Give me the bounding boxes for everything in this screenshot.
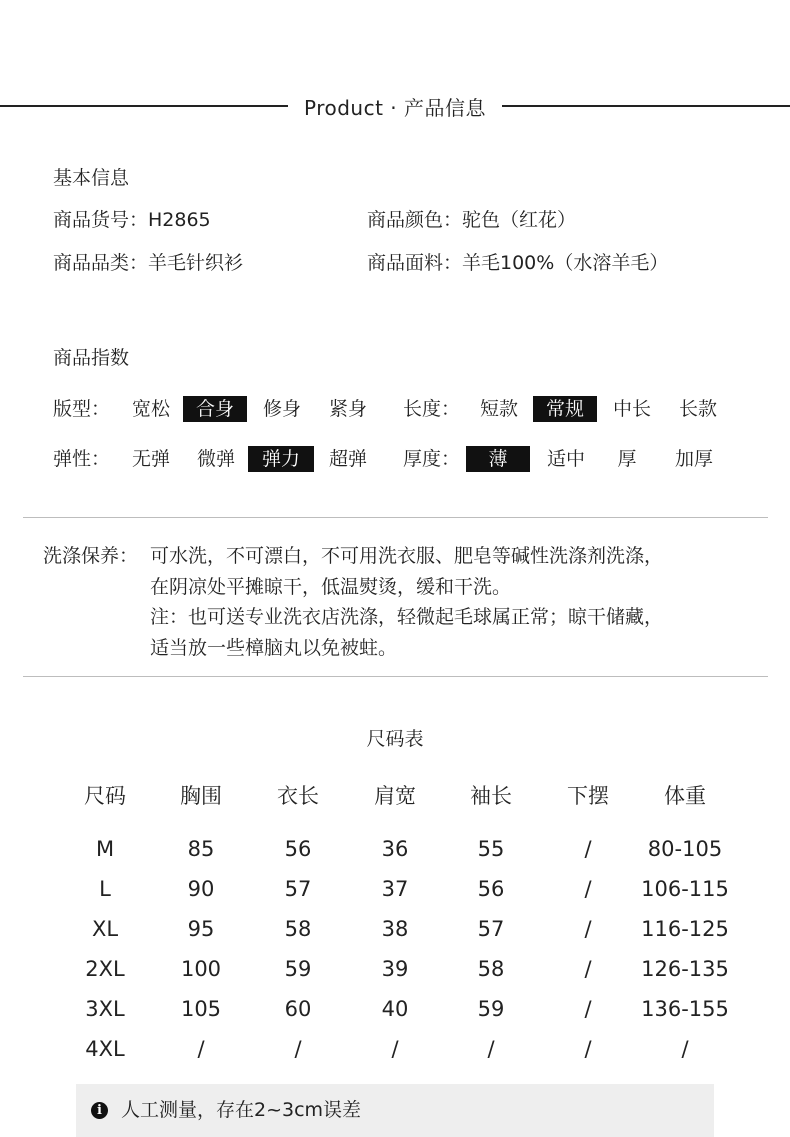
cell-chest: 85 [187, 837, 215, 861]
cell-shoulder: 39 [381, 957, 409, 981]
elasticity-option-slight: 微弹 [196, 448, 235, 470]
header-sleeve: 袖长 [470, 784, 512, 808]
thickness-option-medium: 适中 [546, 448, 585, 470]
size-table-title: 尺码表 [366, 728, 424, 750]
cell-size: M [95, 837, 115, 861]
divider-top [23, 517, 768, 518]
fit-option-slim: 修身 [262, 398, 301, 420]
product-material: 商品面料：羊毛100%（水溶羊毛） [367, 252, 669, 274]
cell-sleeve: 59 [477, 997, 505, 1021]
cell-chest: / [197, 1037, 205, 1061]
cell-chest: 105 [180, 997, 222, 1021]
cell-size: 3XL [85, 997, 125, 1021]
care-line-1: 可水洗，不可漂白，不可用洗衣服、肥皂等碱性洗涤剂洗涤， [150, 545, 664, 567]
cell-size: 2XL [85, 957, 125, 981]
cell-length: / [294, 1037, 302, 1061]
thickness-option-extra-thick: 加厚 [674, 448, 713, 470]
cell-hem: / [584, 917, 592, 941]
fit-option-tight: 紧身 [328, 398, 367, 420]
care-line-2: 在阴凉处平摊晾干，低温熨烫，缓和干洗。 [150, 575, 512, 598]
elasticity-label: 弹性： [53, 448, 111, 470]
measurement-note [76, 1084, 714, 1137]
cell-length: 60 [284, 997, 312, 1021]
thickness-option-thin-selected: 薄 [466, 446, 530, 472]
header-chest: 胸围 [180, 784, 222, 808]
cell-shoulder: 36 [381, 837, 409, 861]
care-line-4: 适当放一些樟脑丸以免被蛀。 [150, 636, 398, 659]
cell-chest: 95 [187, 917, 215, 941]
cell-weight: 80-105 [647, 837, 723, 861]
cell-hem: / [584, 837, 592, 861]
header-hem: 下摆 [567, 784, 609, 808]
cell-sleeve: 55 [477, 837, 505, 861]
care-line-3: 注：也可送专业洗衣店洗涤，轻微起毛球属正常；晾干储藏， [150, 606, 664, 628]
info-icon: i [91, 1102, 108, 1119]
cell-shoulder: / [391, 1037, 399, 1061]
cell-shoulder: 38 [381, 917, 409, 941]
header-size: 尺码 [84, 784, 126, 808]
cell-hem: / [584, 1037, 592, 1061]
fit-option-loose: 宽松 [131, 398, 170, 420]
cell-size: 4XL [85, 1037, 125, 1061]
length-label: 长度： [403, 398, 461, 420]
header-title: Product · 产品信息 [0, 92, 790, 121]
care-label: 洗涤保养： [43, 545, 139, 567]
cell-length: 56 [284, 837, 312, 861]
cell-shoulder: 40 [381, 997, 409, 1021]
measurement-note-text: 人工测量，存在2~3cm误差 [121, 1099, 362, 1121]
cell-length: 59 [284, 957, 312, 981]
header-length: 衣长 [277, 784, 319, 808]
basic-info-title: 基本信息 [53, 167, 130, 189]
cell-chest: 90 [187, 877, 215, 901]
cell-sleeve: 58 [477, 957, 505, 981]
cell-weight: 106-115 [641, 877, 729, 901]
cell-hem: / [584, 877, 592, 901]
elasticity-option-stretch-selected: 弹力 [248, 446, 314, 472]
cell-sleeve: / [487, 1037, 495, 1061]
header-shoulder: 肩宽 [374, 784, 416, 808]
length-option-long: 长款 [678, 398, 717, 420]
length-option-short: 短款 [479, 398, 518, 420]
cell-weight: / [681, 1037, 689, 1061]
item-number: 商品货号：H2865 [53, 209, 211, 231]
length-option-regular-selected: 常规 [533, 396, 597, 422]
cell-hem: / [584, 997, 592, 1021]
divider-bottom [23, 676, 768, 677]
cell-weight: 116-125 [641, 917, 729, 941]
cell-sleeve: 57 [477, 917, 505, 941]
thickness-option-thick: 厚 [617, 448, 637, 470]
cell-sleeve: 56 [477, 877, 505, 901]
product-color: 商品颜色：驼色（红花） [367, 209, 577, 231]
fit-label: 版型： [53, 398, 111, 420]
elasticity-option-super: 超弹 [328, 448, 367, 470]
cell-shoulder: 37 [381, 877, 409, 901]
cell-size: XL [91, 917, 119, 941]
thickness-label: 厚度： [403, 448, 461, 470]
fit-option-regular-selected: 合身 [183, 396, 247, 422]
cell-hem: / [584, 957, 592, 981]
cell-length: 57 [284, 877, 312, 901]
cell-chest: 100 [180, 957, 222, 981]
cell-size: L [99, 877, 111, 901]
cell-length: 58 [284, 917, 312, 941]
length-option-mid: 中长 [612, 398, 651, 420]
cell-weight: 136-155 [641, 997, 729, 1021]
header-weight: 体重 [664, 784, 706, 808]
cell-weight: 126-135 [641, 957, 729, 981]
elasticity-option-none: 无弹 [131, 448, 170, 470]
product-index-title: 商品指数 [53, 347, 130, 369]
product-category: 商品品类：羊毛针织衫 [53, 252, 244, 274]
